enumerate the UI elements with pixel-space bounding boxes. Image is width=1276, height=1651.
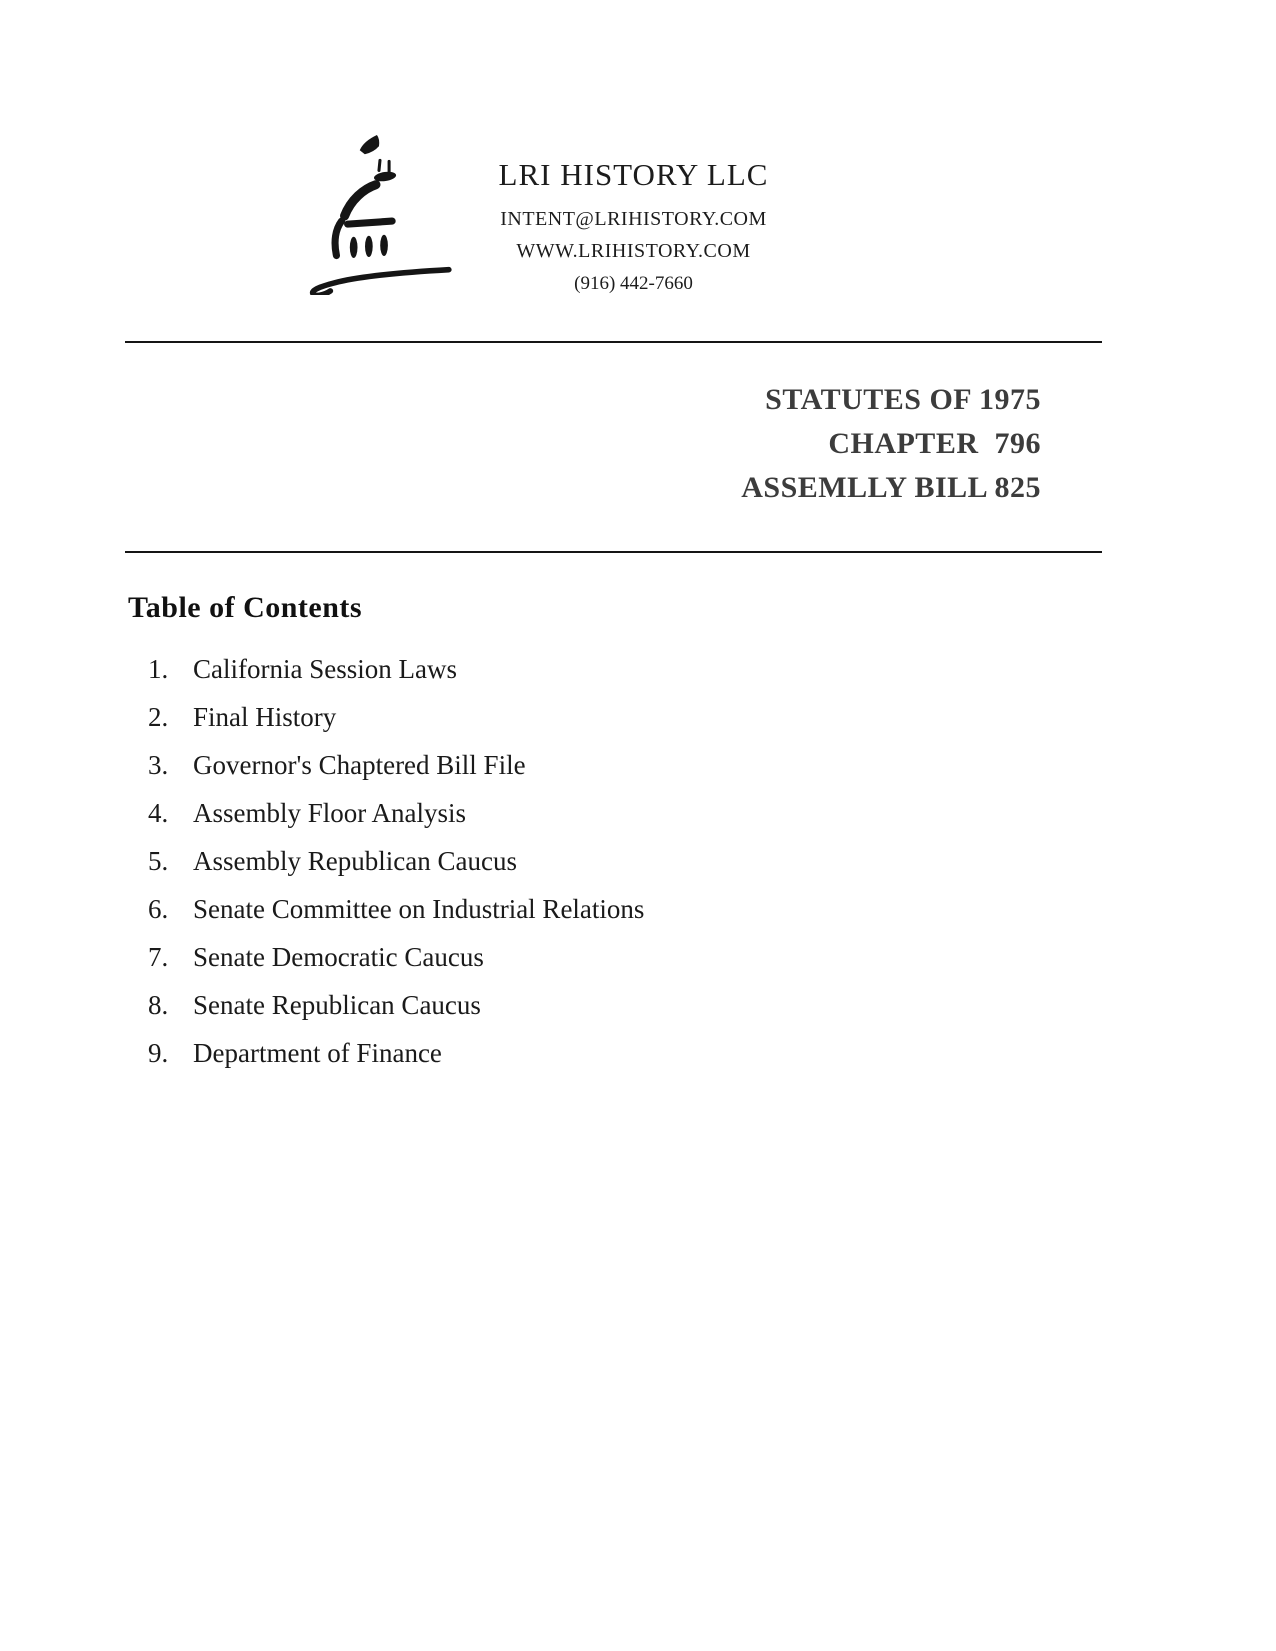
toc-heading: Table of Contents <box>128 591 363 624</box>
statute-title-block <box>741 378 1041 510</box>
toc-item <box>148 797 1048 829</box>
toc-item <box>148 1037 1048 1069</box>
chapter-line: CHAPTER 796 <box>828 427 1041 460</box>
toc-item-number: 8. <box>148 990 169 1020</box>
email-text: INTENT@LRIHISTORY.COM <box>500 208 767 230</box>
toc-item-number: 2. <box>148 702 169 732</box>
toc-item-label: Assembly Republican Caucus <box>193 846 517 876</box>
toc-item <box>148 893 1048 925</box>
letterhead <box>433 156 834 296</box>
toc-item-number: 3. <box>148 750 169 780</box>
website-text: WWW.LRIHISTORY.COM <box>516 240 751 262</box>
toc-item-number: 5. <box>148 846 169 876</box>
toc-item-label: Governor's Chaptered Bill File <box>193 750 526 780</box>
toc-item-label: Senate Republican Caucus <box>193 990 481 1020</box>
toc-item-label: Final History <box>193 702 337 732</box>
phone-text: (916) 442-7660 <box>574 273 693 294</box>
toc-item <box>148 989 1048 1021</box>
toc-item-number: 6. <box>148 894 169 924</box>
horizontal-rule-top <box>125 341 1102 343</box>
toc-item-number: 1. <box>148 654 169 684</box>
toc-item <box>148 653 1048 685</box>
toc-item-label: California Session Laws <box>193 654 457 684</box>
toc-list <box>148 653 1048 1085</box>
toc-item-number: 7. <box>148 942 169 972</box>
horizontal-rule-bottom <box>125 551 1102 553</box>
toc-item <box>148 749 1048 781</box>
toc-item-label: Senate Democratic Caucus <box>193 942 484 972</box>
toc-item <box>148 845 1048 877</box>
toc-item <box>148 701 1048 733</box>
toc-item-label: Department of Finance <box>193 1038 442 1068</box>
toc-item <box>148 941 1048 973</box>
company-name: LRI HISTORY LLC <box>498 157 769 192</box>
toc-item-label: Senate Committee on Industrial Relations <box>193 894 645 924</box>
bill-line: ASSEMLLY BILL 825 <box>741 471 1041 504</box>
toc-item-label: Assembly Floor Analysis <box>193 798 467 828</box>
toc-item-number: 4. <box>148 798 169 828</box>
toc-item-number: 9. <box>148 1038 169 1068</box>
statutes-line: STATUTES OF 1975 <box>765 383 1041 416</box>
